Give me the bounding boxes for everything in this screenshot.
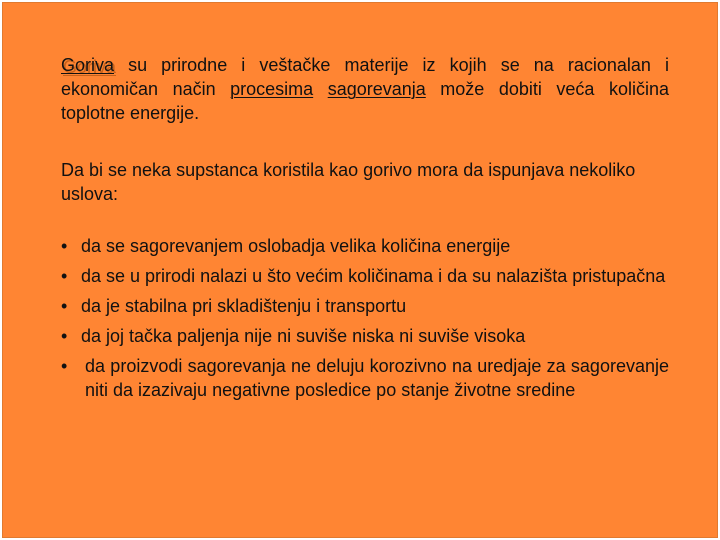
list-item: [61, 264, 669, 288]
bullet-icon: •: [61, 236, 68, 256]
condition-text: da je stabilna pri skladištenju i transportu: [81, 296, 407, 316]
bullet-icon: •: [61, 266, 68, 286]
list-item: [61, 234, 669, 258]
list-item: [61, 354, 669, 402]
list-item: [61, 324, 669, 348]
bullet-icon: •: [61, 326, 68, 346]
definition-text: su prirodne i veštačke materije iz kojih se na racionalan i ekonomičan način: [61, 55, 669, 99]
definition-text-end: može dobiti veća količina toplotne energije.: [61, 79, 669, 123]
conditions-intro: Da bi se neka supstanca koristila kao gorivo mora da ispunjava nekoliko uslova:: [61, 160, 636, 204]
condition-text: da proizvodi sagorevanja ne deluju korozivno na uredjaje za sagorevanje niti da izazivaju negativne posledice po stanje životne sredine: [85, 356, 669, 400]
list-item: [61, 294, 669, 318]
definition-paragraph: [61, 53, 669, 125]
bullet-icon: •: [61, 356, 68, 376]
slide: [2, 2, 718, 538]
space: [313, 79, 328, 99]
condition-text: da se sagorevanjem oslobadja velika količina energije: [81, 236, 511, 256]
bullet-icon: •: [61, 296, 68, 316]
condition-text: da se u prirodi nalazi u što većim količinama i da su nalazišta pristupačna: [81, 266, 666, 286]
link-procesima[interactable]: procesima: [230, 79, 314, 99]
term-goriva: Goriva: [61, 55, 115, 75]
link-sagorevanja[interactable]: sagorevanja: [327, 79, 426, 99]
slide-content: [61, 53, 669, 408]
condition-text: da joj tačka paljenja nije ni suviše niska ni suviše visoka: [81, 326, 526, 346]
conditions-list: [61, 234, 669, 402]
